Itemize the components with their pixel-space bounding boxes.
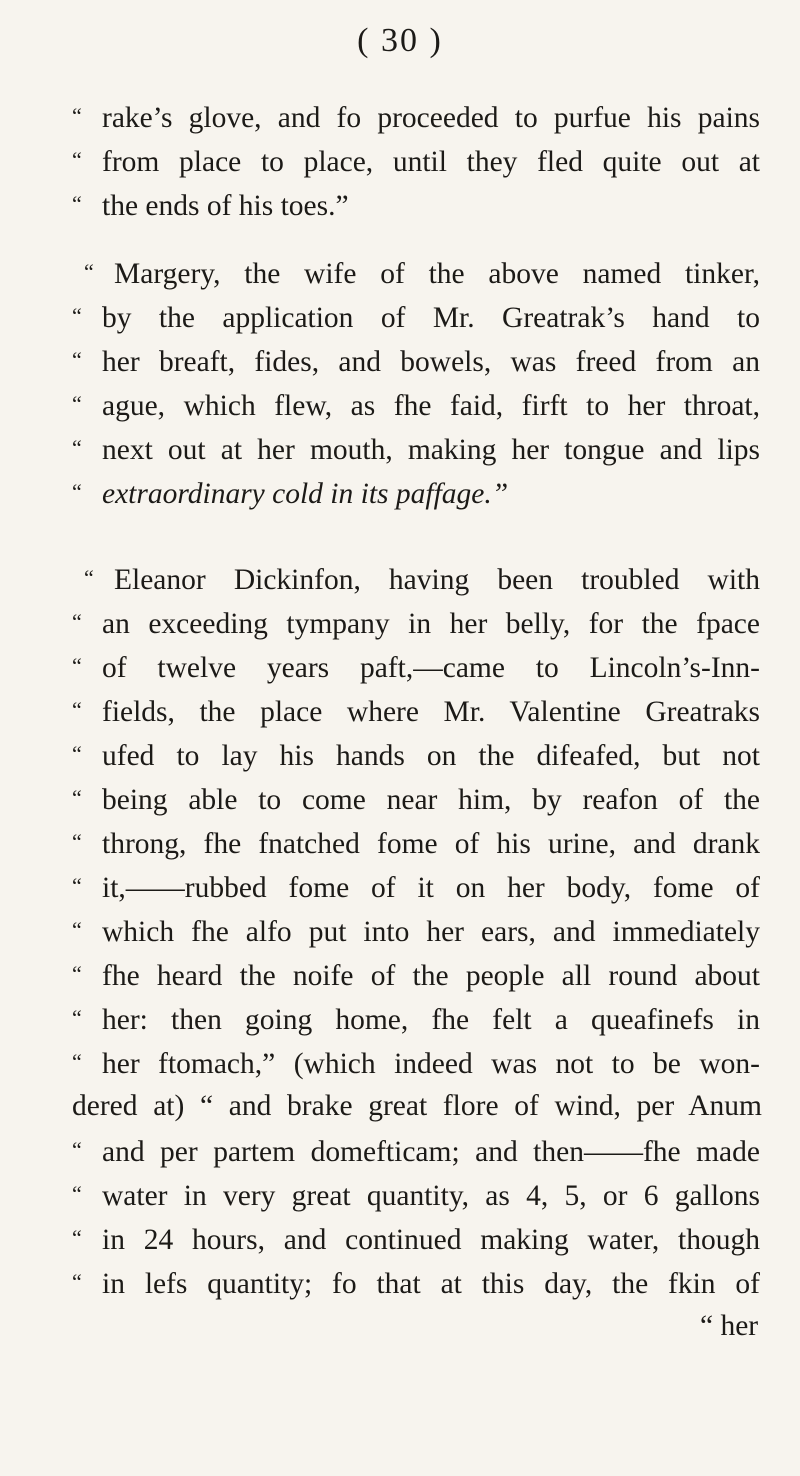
quote-mark: “ — [72, 873, 82, 898]
text-line — [72, 998, 762, 1040]
text-line — [72, 910, 762, 952]
quote-mark: “ — [72, 103, 82, 128]
quote-mark: “ — [72, 1269, 82, 1294]
text-line — [72, 1086, 762, 1126]
quote-mark: “ — [72, 147, 82, 172]
line-text: an exceeding tympany in her belly, for the fpace — [102, 608, 760, 640]
line-text: by the application of Mr. Greatrak’s hand to — [102, 302, 760, 334]
quote-mark: “ — [72, 609, 82, 634]
text-line — [84, 252, 774, 294]
text-line — [72, 428, 762, 470]
text-line — [72, 1218, 762, 1260]
line-text: in 24 hours, and continued making water, though — [102, 1224, 760, 1256]
line-text: in lefs quantity; fo that at this day, the fkin of — [102, 1268, 760, 1300]
line-text: her ftomach,” (which indeed was not to be won- — [102, 1048, 760, 1080]
quote-mark: “ — [72, 1137, 82, 1162]
line-text: fhe heard the noife of the people all round about — [102, 960, 760, 992]
line-text: extraordinary cold in its paffage.” — [102, 478, 509, 510]
quote-mark: “ — [84, 259, 94, 284]
text-line — [72, 602, 762, 644]
text-line — [72, 96, 762, 138]
quote-mark: “ — [72, 1181, 82, 1206]
quote-mark: “ — [72, 435, 82, 460]
line-text: dered at) “ and brake great flore of wind, per Anum — [72, 1090, 762, 1122]
quote-mark: “ — [72, 479, 82, 504]
line-text: fields, the place where Mr. Valentine Greatraks — [102, 696, 760, 728]
quote-mark: “ — [72, 917, 82, 942]
quote-mark: “ — [72, 653, 82, 678]
quote-mark: “ — [72, 1005, 82, 1030]
quote-mark: “ — [72, 1225, 82, 1250]
line-text: Margery, the wife of the above named tinker, — [114, 258, 760, 290]
line-text: of twelve years paft,—came to Lincoln’s-Inn- — [102, 652, 760, 684]
line-text: ague, which flew, as fhe faid, firft to her throat, — [102, 390, 760, 422]
line-text: throng, fhe fnatched fome of his urine, and drank — [102, 828, 760, 860]
text-line — [72, 1042, 762, 1084]
text-line — [72, 296, 762, 338]
text-line — [72, 1130, 762, 1172]
quote-mark: “ — [72, 961, 82, 986]
text-line — [72, 472, 762, 514]
line-text: her breaft, fides, and bowels, was freed from an — [102, 346, 760, 378]
text-line — [72, 690, 762, 732]
text-line — [72, 866, 762, 908]
catchword: “ her — [700, 1310, 759, 1342]
quote-mark: “ — [72, 1049, 82, 1074]
text-line — [72, 954, 762, 996]
quote-mark: “ — [84, 565, 94, 590]
line-text: rake’s glove, and fo proceeded to purfue his pains — [102, 102, 760, 134]
line-text: from place to place, until they fled quite out at — [102, 146, 760, 178]
quote-mark: “ — [72, 191, 82, 216]
text-line — [72, 184, 762, 226]
line-text: the ends of his toes.” — [102, 190, 349, 222]
line-text: Eleanor Dickinfon, having been troubled with — [114, 564, 760, 596]
quote-mark: “ — [72, 829, 82, 854]
text-line — [84, 558, 774, 600]
line-text: it,——rubbed fome of it on her body, fome of — [102, 872, 760, 904]
quote-mark: “ — [72, 785, 82, 810]
text-line — [72, 646, 762, 688]
text-line — [72, 1174, 762, 1216]
line-text: ufed to lay his hands on the difeafed, but not — [102, 740, 760, 772]
line-text: next out at her mouth, making her tongue and lips — [102, 434, 760, 466]
text-line — [72, 384, 762, 426]
text-line — [72, 1262, 762, 1304]
quote-mark: “ — [72, 741, 82, 766]
page-number: ( 30 ) — [357, 22, 443, 59]
line-text: water in very great quantity, as 4, 5, or 6 gallons — [102, 1180, 760, 1212]
quote-mark: “ — [72, 347, 82, 372]
line-text: and per partem domefticam; and then——fhe made — [102, 1136, 760, 1168]
text-line — [72, 822, 762, 864]
text-line — [72, 140, 762, 182]
text-line — [72, 340, 762, 382]
text-line — [72, 734, 762, 776]
line-text: being able to come near him, by reafon of the — [102, 784, 760, 816]
text-line — [72, 778, 762, 820]
quote-mark: “ — [72, 697, 82, 722]
quote-mark: “ — [72, 391, 82, 416]
quote-mark: “ — [72, 303, 82, 328]
line-text: her: then going home, fhe felt a queafinefs in — [102, 1004, 760, 1036]
line-text: which fhe alfo put into her ears, and immediately — [102, 916, 760, 948]
